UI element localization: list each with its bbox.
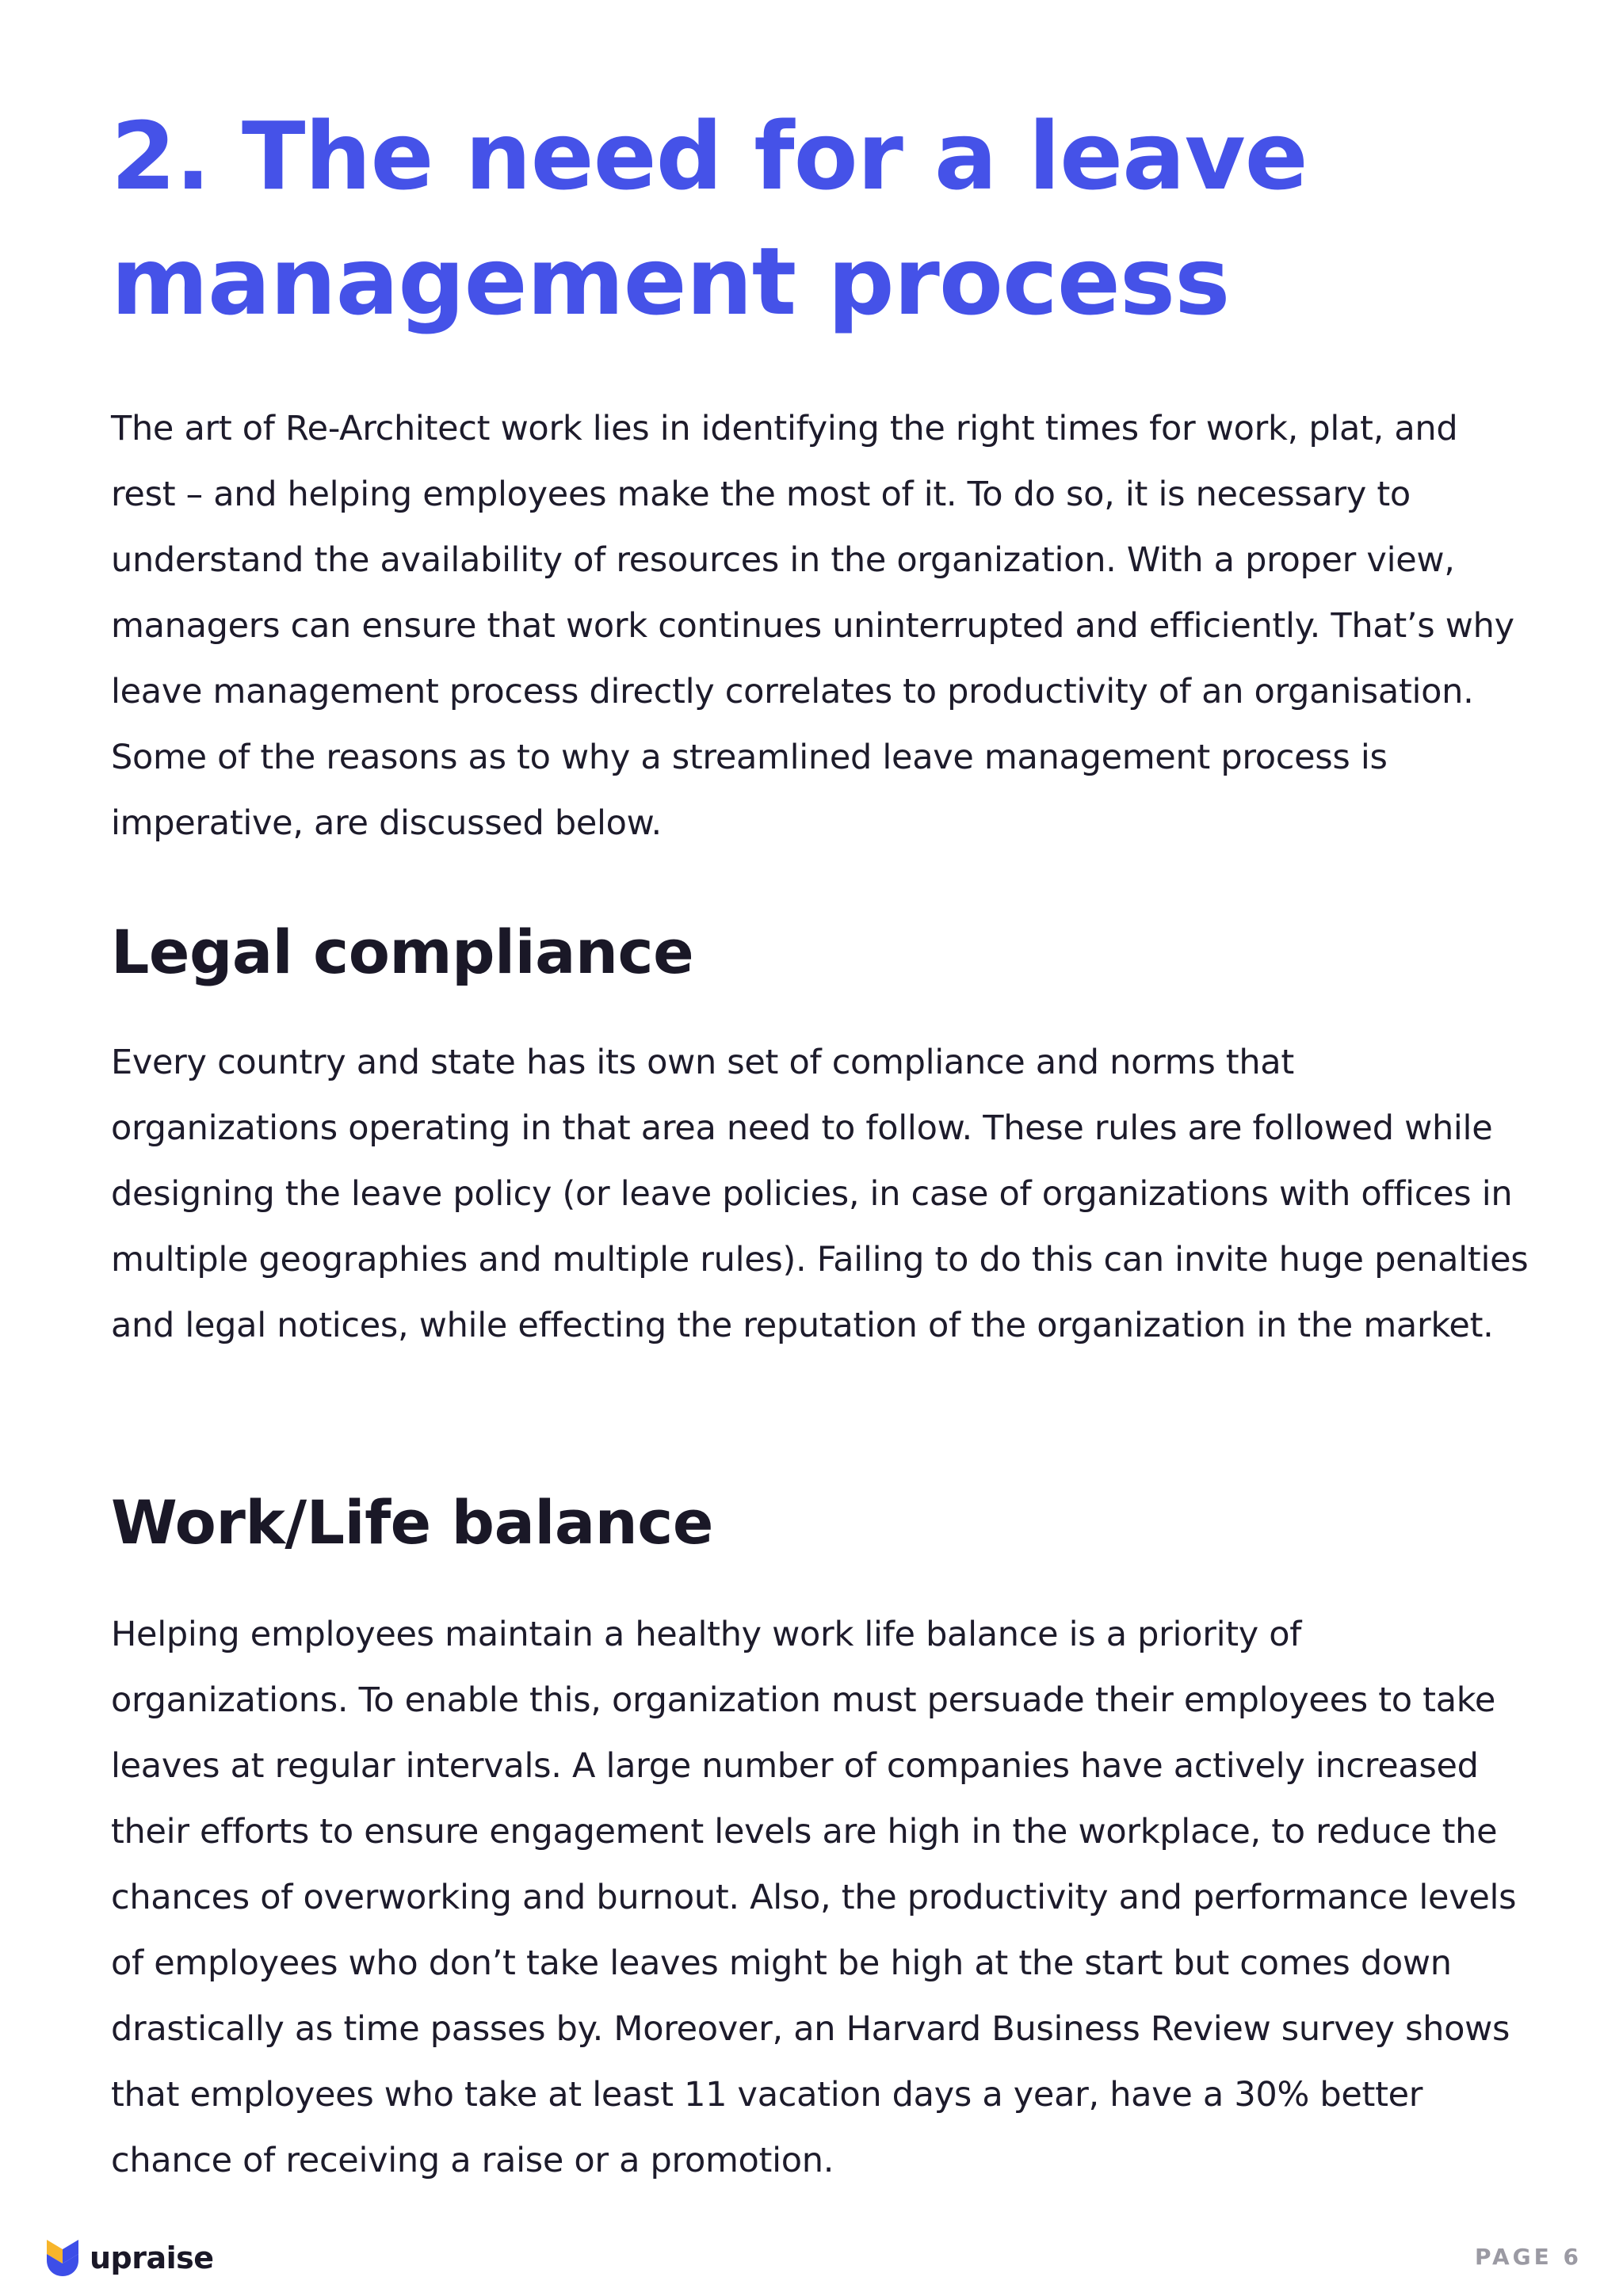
upraise-logo-icon <box>44 2237 82 2279</box>
brand-logo <box>44 2234 214 2282</box>
intro-paragraph: The art of Re-Architect work lies in identifying the right times for work, plat, and rest – and helping employees make the most of it. To do so, it is necessary to understand the availability of resources in the organization. With a proper view, managers can ensure that work continues uninterrupted and efficiently. That’s why leave management process directly correlates to productivity of an organisation. Some of the reasons as to why a streamlined leave management process is imperative, are discussed below. <box>111 409 1514 843</box>
page-title: 2. The need for a leave management process <box>111 101 1308 336</box>
section-heading-work-life-balance: Work/Life balance <box>111 1487 713 1558</box>
page-number: PAGE 6 <box>1475 2244 1582 2270</box>
brand-name: upraise <box>90 2241 214 2275</box>
work-life-balance-paragraph: Helping employees maintain a healthy work life balance is a priority of organizations. To enable this, organization must persuade their employees to take leaves at regular intervals. A large number of companies have actively increased their efforts to ensure engagement levels are high in the workplace, to reduce the chances of overworking and burnout. Also, the productivity and performance levels of employees who don’t take leaves might be high at the start but comes down drastically as time passes by. Moreover, an Harvard Business Review survey shows that employees who take at least 11 vacation days a year, have a 30% better chance of receiving a raise or a promotion. <box>111 1615 1517 2180</box>
page-footer <box>0 2234 1623 2282</box>
legal-compliance-paragraph: Every country and state has its own set of compliance and norms that organizations operating in that area need to follow. These rules are followed while designing the leave policy (or leave policies, in case of organizations with offices in multiple geographies and multiple rules). Failing to do this can invite huge penalties and legal notices, while effecting the reputation of the organization in the market. <box>111 1043 1529 1345</box>
section-heading-legal-compliance: Legal compliance <box>111 917 694 987</box>
